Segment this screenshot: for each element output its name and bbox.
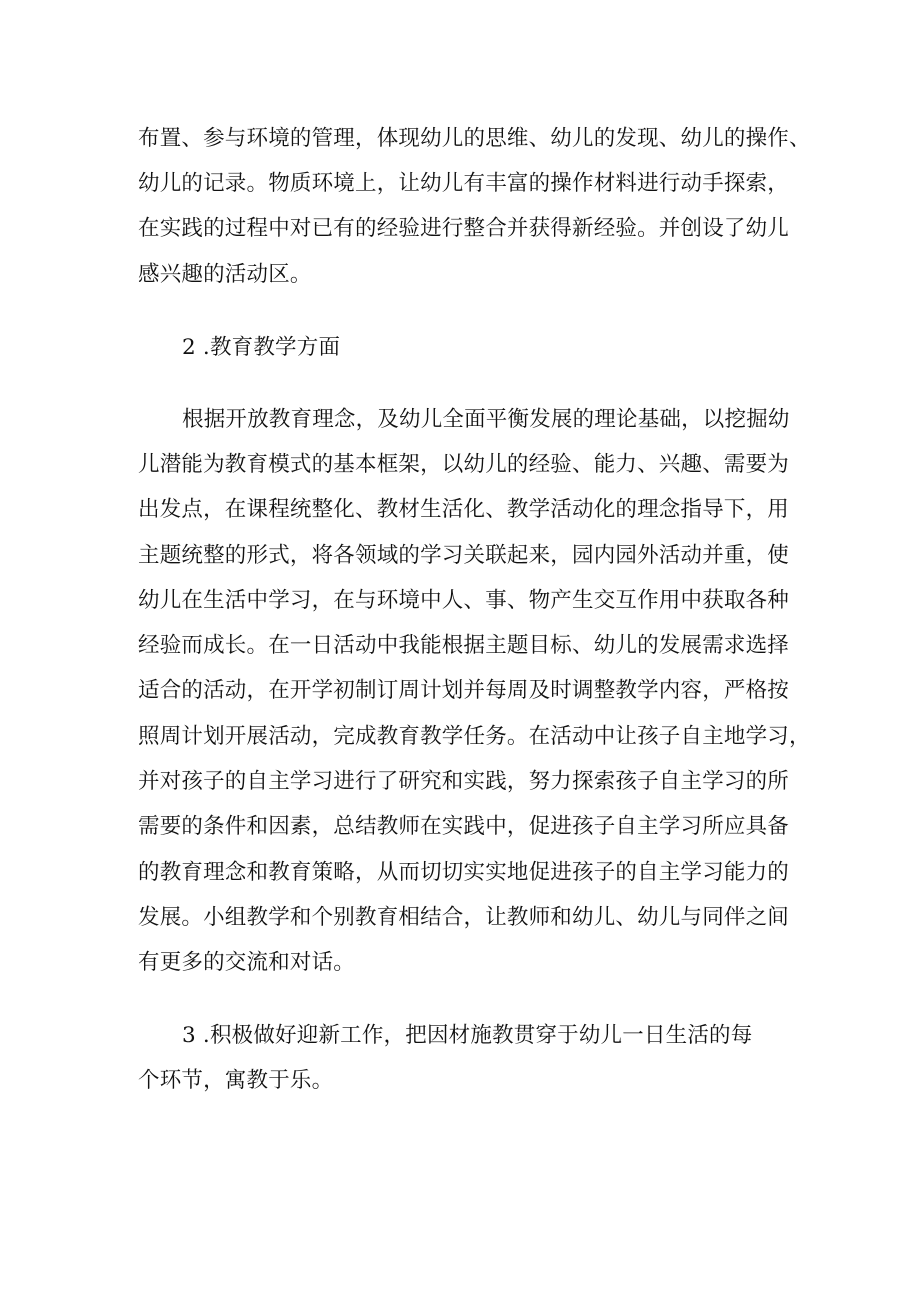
section-heading-continuation: 个环节，寓教于乐。 <box>138 1068 334 1093</box>
paragraph-line: 幼儿的记录。物质环境上，让幼儿有丰富的操作材料进行动手探索， <box>138 171 790 196</box>
paragraph-line: 儿潜能为教育模式的基本框架，以幼儿的经验、能力、兴趣、需要为 <box>138 452 790 477</box>
paragraph-line: 经验而成长。在一日活动中我能根据主题目标、幼儿的发展需求选择 <box>138 633 790 658</box>
paragraph-line: 的教育理念和教育策略，从而切切实实地促进孩子的自主学习能力的 <box>138 860 790 885</box>
paragraph-line: 并对孩子的自主学习进行了研究和实践，努力探索孩子自主学习的所 <box>138 769 790 794</box>
paragraph-line: 在实践的过程中对已有的经验进行整合并获得新经验。并创设了幼儿 <box>138 216 790 241</box>
paragraph-line: 出发点，在课程统整化、教材生活化、教学活动化的理念指导下，用 <box>138 497 790 522</box>
paragraph-line: 主题统整的形式，将各领域的学习关联起来，园内园外活动并重，使 <box>138 543 790 568</box>
paragraph-line: 需要的条件和因素，总结教师在实践中，促进孩子自主学习所应具备 <box>138 814 790 839</box>
paragraph-line: 适合的活动，在开学初制订周计划并每周及时调整教学内容，严格按 <box>138 678 790 703</box>
paragraph-line: 发展。小组教学和个别教育相结合，让教师和幼儿、幼儿与同伴之间 <box>138 905 790 930</box>
section-heading: 2 .教育教学方面 <box>182 335 341 360</box>
paragraph-line: 布置、参与环境的管理，体现幼儿的思维、幼儿的发现、幼儿的操作、 <box>138 126 811 151</box>
paragraph-line: 照周计划开展活动，完成教育教学任务。在活动中让孩子自主地学习， <box>138 724 811 749</box>
paragraph-line: 根据开放教育理念，及幼儿全面平衡发展的理论基础，以挖掘幼 <box>182 407 790 432</box>
section-heading: 3 .积极做好迎新工作，把因材施教贯穿于幼儿一日生活的每 <box>182 1023 753 1048</box>
paragraph-line: 感兴趣的活动区。 <box>138 262 312 287</box>
paragraph-line: 幼儿在生活中学习，在与环境中人、事、物产生交互作用中获取各种 <box>138 588 790 613</box>
paragraph-line: 有更多的交流和对话。 <box>138 950 356 975</box>
